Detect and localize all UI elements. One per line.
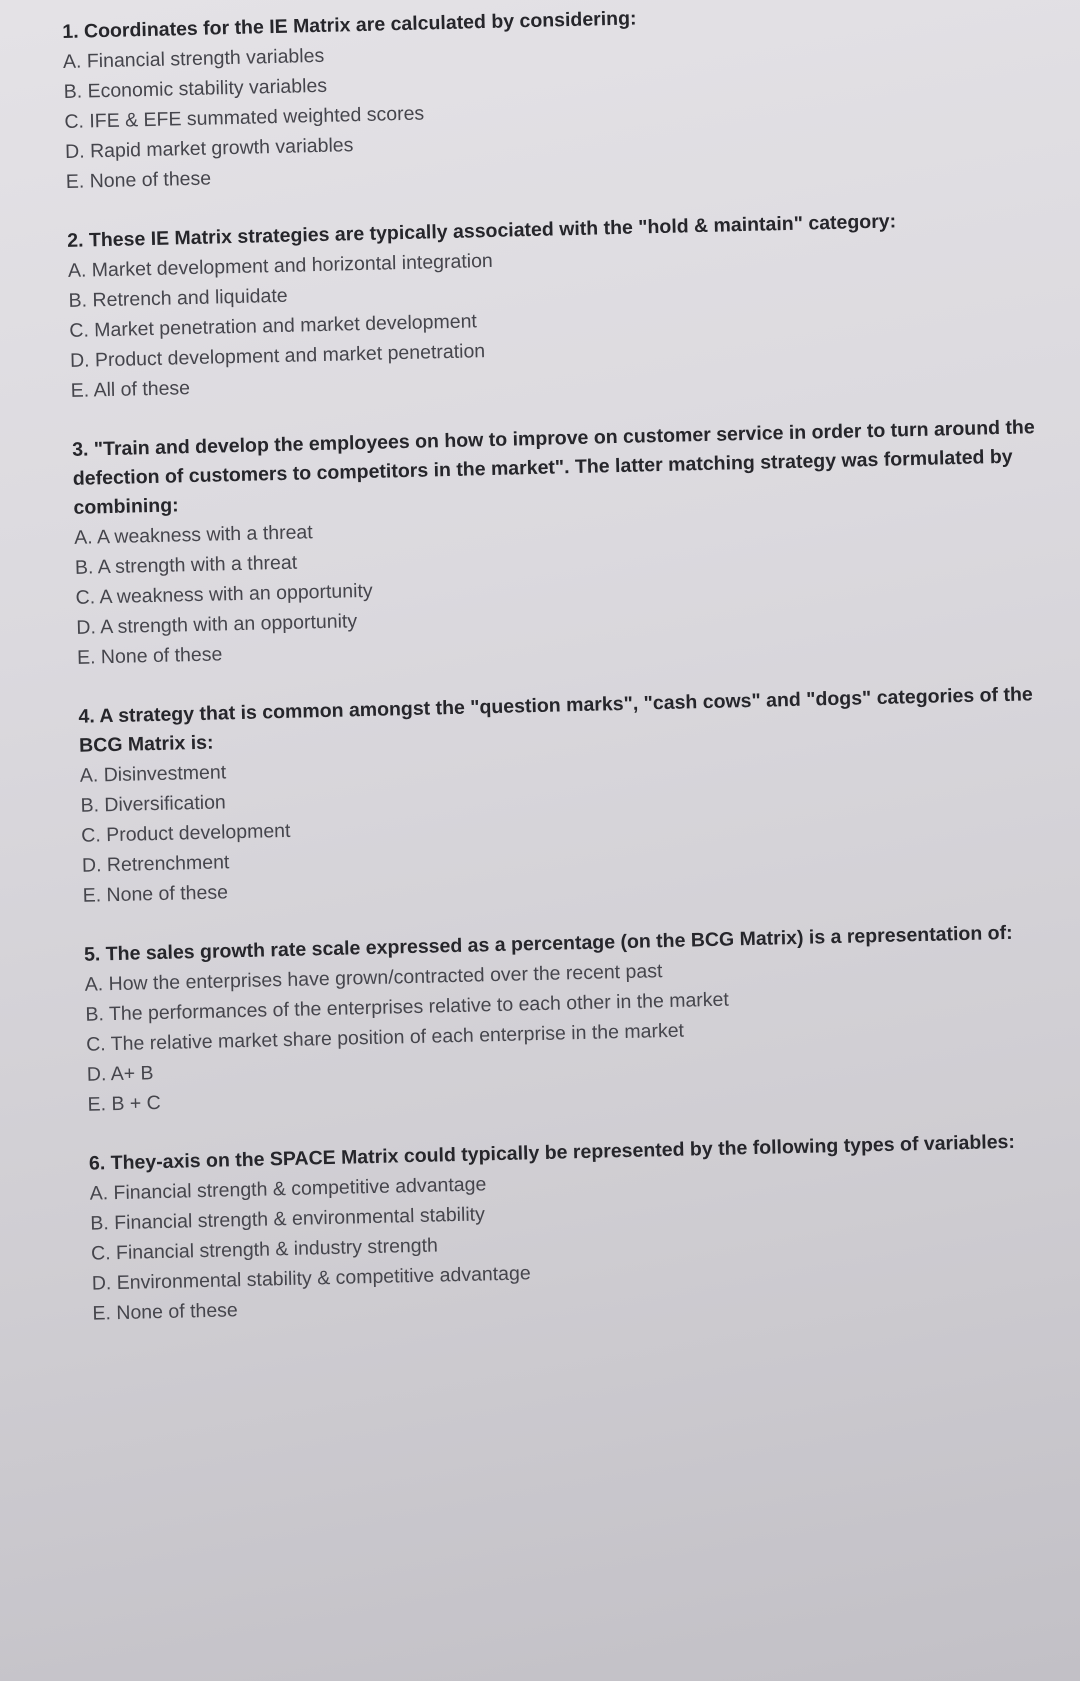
option-c: C. IFE & EFE summated weighted scores — [64, 102, 425, 133]
option-c: C. The relative market share position of each enterprise in the market — [85, 1019, 685, 1056]
option-d: D. A strength with an opportunity — [76, 610, 358, 639]
option-b: B. Financial strength & environmental stability — [90, 1203, 486, 1235]
option-b: B. Diversification — [80, 791, 227, 817]
option-a: A. A weakness with a threat — [73, 521, 313, 549]
option-e: E. None of these — [82, 881, 229, 907]
option-d: D. Environmental stability & competitive advantage — [91, 1262, 531, 1295]
option-e: E. None of these — [76, 643, 223, 669]
option-c: C. A weakness with an opportunity — [75, 579, 373, 609]
question-4 — [78, 680, 1063, 911]
option-a: A. Financial strength & competitive advantage — [89, 1173, 487, 1205]
option-c: C. Product development — [81, 819, 291, 847]
question-title: 6. They-axis on the SPACE Matrix could typically be represented by the following types of variables: — [88, 1130, 1016, 1175]
option-e: E. None of these — [65, 167, 212, 193]
option-d: D. Product development and market penetration — [69, 340, 486, 372]
question-title: 4. A strategy that is common amongst the "question marks", "cash cows" and "dogs" categories of the BCG Matrix is: — [78, 683, 1033, 757]
question-sheet — [62, 0, 1073, 1359]
option-e: E. All of these — [70, 377, 191, 402]
option-a: A. Disinvestment — [79, 761, 227, 787]
question-title: 5. The sales growth rate scale expressed as a percentage (on the BCG Matrix) is a representation of: — [83, 921, 1013, 966]
question-2 — [67, 204, 1051, 406]
option-a: A. Financial strength variables — [62, 44, 325, 73]
option-a: A. Market development and horizontal integration — [67, 249, 494, 282]
option-e: E. None of these — [92, 1299, 239, 1325]
question-6 — [89, 1127, 1073, 1329]
option-e: E. B + C — [87, 1091, 162, 1116]
question-title: 2. These IE Matrix strategies are typically associated with the "hold & maintain" category: — [66, 210, 897, 252]
option-d: D. A+ B — [86, 1062, 154, 1086]
option-d: D. Rapid market growth variables — [64, 134, 354, 163]
option-b: B. Economic stability variables — [63, 74, 328, 103]
option-c: C. Financial strength & industry strength — [90, 1234, 439, 1265]
question-title: 3. "Train and develop the employees on how to improve on customer service in order to turn around the defection of customers to competitors in the market". The latter matching strategy was formulated by combining: — [71, 416, 1035, 519]
option-d: D. Retrenchment — [81, 851, 230, 877]
option-c: C. Market penetration and market development — [69, 310, 478, 342]
question-1 — [62, 0, 1046, 197]
option-b: B. A strength with a threat — [74, 551, 298, 579]
option-a: A. How the enterprises have grown/contracted over the recent past — [84, 960, 663, 996]
question-3 — [72, 413, 1057, 673]
option-b: B. The performances of the enterprises relative to each other in the market — [85, 988, 730, 1026]
question-title: 1. Coordinates for the IE Matrix are calculated by considering: — [62, 7, 637, 43]
question-5 — [84, 918, 1068, 1120]
option-b: B. Retrench and liquidate — [68, 284, 288, 312]
